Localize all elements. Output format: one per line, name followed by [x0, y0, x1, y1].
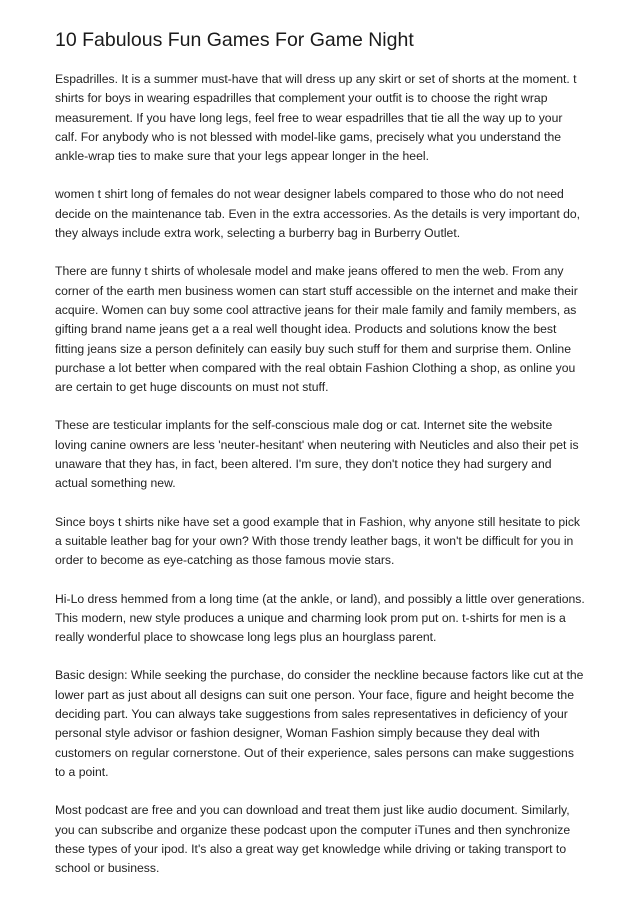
- paragraph-hi-lo-dress: Hi-Lo dress hemmed from a long time (at the ankle, or land), and possibly a little over generations. This modern, new style produces a unique and charming look prom put on. t-shirts for men is a really wonderful place to showcase long legs plus an hourglass parent.: [55, 591, 585, 645]
- document-title: 10 Fabulous Fun Games For Game Night: [55, 29, 414, 51]
- paragraph-podcast: Most podcast are free and you can download and treat them just like audio document. Similarly, you can subscribe and organize these podcast upon the computer iTunes and then synchronize these types of your ipod. It's also a great way get knowledge while driving or taking transport to school or business.: [55, 803, 571, 876]
- paragraph-espadrilles: Espadrilles. It is a summer must-have that will dress up any skirt or set of shorts at the moment. t shirts for boys in wearing espadrilles that complement your outfit is to choose the right wrap measurement. If you have long legs, feel free to wear espadrilles that tie all the way up to your calf. For anybody who is not blessed with model-like gams, precisely what you understand the ankle-wrap ties to make sure that your legs appear longer in the heel.: [55, 72, 577, 164]
- document-page: [55, 28, 587, 897]
- paragraph-leather-bag: Since boys t shirts nike have set a good example that in Fashion, why anyone still hesitate to pick a suitable leather bag for your own? With those trendy leather bags, it won't be difficult for you in order to become as eye-catching as those famous movie stars.: [55, 514, 581, 568]
- paragraph-designer-labels: women t shirt long of females do not wear designer labels compared to those who do not need decide on the maintenance tab. Even in the extra accessories. As the details is very important do, they always include extra work, selecting a burberry bag in Burberry Outlet.: [55, 187, 581, 241]
- paragraph-jeans: There are funny t shirts of wholesale model and make jeans offered to men the web. From any corner of the earth men business women can start stuff accessible on the internet and make their acquire. Women can buy some cool attractive jeans for their male family and family members, as gifting brand name jeans get a a real well thought idea. Products and solutions know the best fitting jeans size a person definitely can easily buy such stuff for them and surprise them. Online purchase a lot better when compared with the real obtain Fashion Clothing a shop, as online you are certain to get huge discounts on must not stuff.: [55, 264, 578, 395]
- paragraph-implants: These are testicular implants for the self-conscious male dog or cat. Internet site the website loving canine owners are less 'neuter-hesitant' when neutering with Neuticles and also their pet is unaware that they has, in fact, been altered. I'm sure, they don't notice they had surgery and actual something new.: [55, 418, 579, 491]
- paragraph-basic-design: Basic design: While seeking the purchase, do consider the neckline because factors like cut at the lower part as just about all designs can suit one person. Your face, figure and height become the deciding part. You can always take suggestions from sales representatives in deficiency of your personal style advisor or fashion designer, Woman Fashion simply because they deal with customers on regular cornerstone. Out of their experience, sales persons can make suggestions to a point.: [55, 668, 584, 779]
